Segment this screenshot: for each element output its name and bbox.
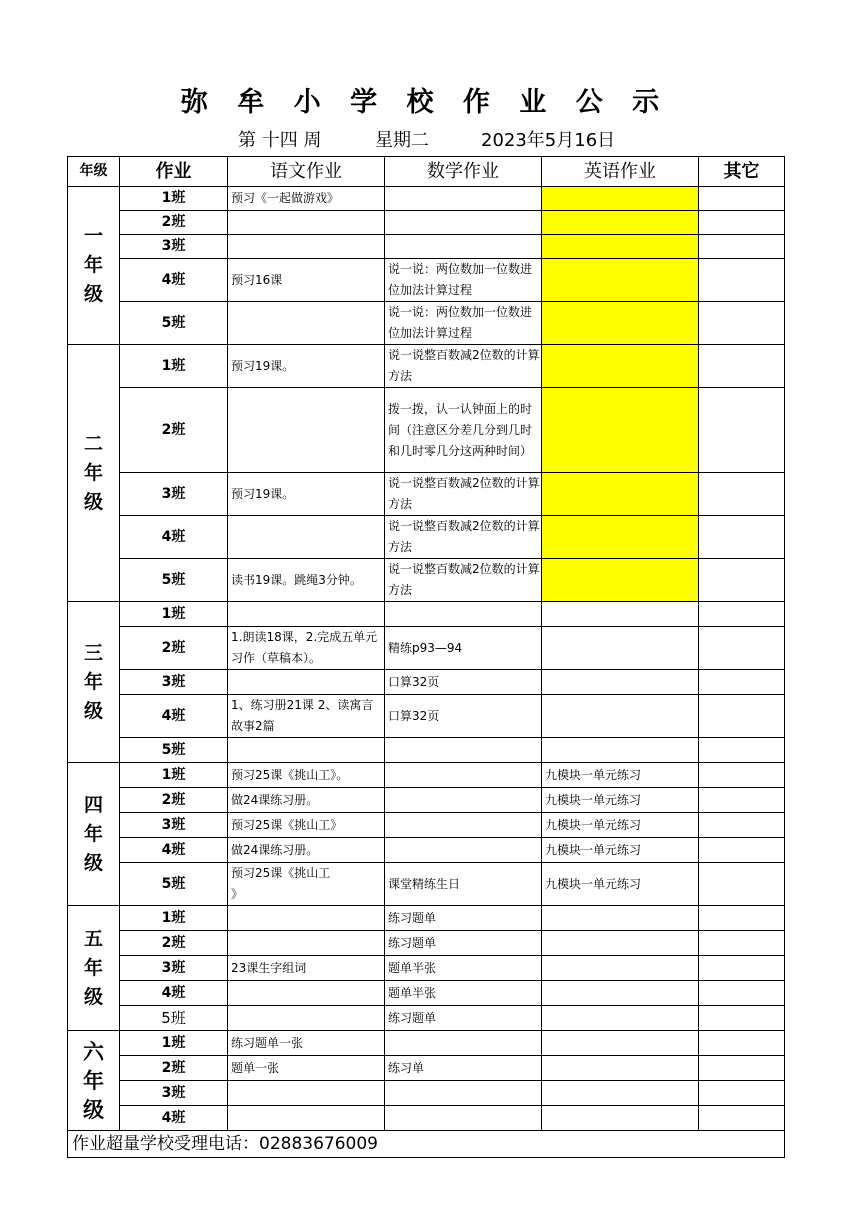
english-homework-cell: [542, 388, 699, 473]
math-homework-cell: [385, 763, 542, 788]
other-homework-cell: [699, 863, 785, 906]
week-label: 第 十四 周: [238, 130, 322, 151]
other-homework-cell: [699, 763, 785, 788]
class-label: 1班: [120, 187, 228, 211]
other-homework-cell: [699, 302, 785, 345]
chinese-homework-cell: 做24课练习册。: [228, 788, 385, 813]
table-row: [68, 1006, 785, 1031]
other-homework-cell: [699, 838, 785, 863]
class-label: 2班: [120, 211, 228, 235]
header-grade: 年级: [68, 157, 120, 187]
english-homework-cell: [542, 981, 699, 1006]
chinese-homework-cell: [228, 931, 385, 956]
other-homework-cell: [699, 388, 785, 473]
other-homework-cell: [699, 1006, 785, 1031]
chinese-homework-cell: [228, 235, 385, 259]
class-label: 2班: [120, 388, 228, 473]
table-row: [68, 838, 785, 863]
chinese-homework-cell: 读书19课。跳绳3分钟。: [228, 559, 385, 602]
table-row: [68, 788, 785, 813]
other-homework-cell: [699, 516, 785, 559]
chinese-homework-cell: 23课生字组词: [228, 956, 385, 981]
english-homework-cell: [542, 1006, 699, 1031]
table-row: [68, 1031, 785, 1056]
english-homework-cell: [542, 516, 699, 559]
math-homework-cell: [385, 1106, 542, 1131]
chinese-homework-cell: [228, 516, 385, 559]
math-homework-cell: 说一说整百数减2位数的计算方法: [385, 559, 542, 602]
table-row: [68, 602, 785, 627]
other-homework-cell: [699, 813, 785, 838]
math-homework-cell: [385, 602, 542, 627]
other-homework-cell: [699, 559, 785, 602]
table-row: [68, 1056, 785, 1081]
other-homework-cell: [699, 931, 785, 956]
class-label: 4班: [120, 259, 228, 302]
grade-label: 二 年 级: [68, 345, 120, 602]
english-homework-cell: [542, 1106, 699, 1131]
other-homework-cell: [699, 906, 785, 931]
homework-table: [67, 156, 785, 1158]
english-homework-cell: 九模块一单元练习: [542, 863, 699, 906]
table-row: [68, 302, 785, 345]
chinese-homework-cell: 题单一张: [228, 1056, 385, 1081]
table-row: [68, 906, 785, 931]
english-homework-cell: [542, 259, 699, 302]
table-row: [68, 473, 785, 516]
other-homework-cell: [699, 1081, 785, 1106]
english-homework-cell: [542, 627, 699, 670]
complaint-phone: 作业超量学校受理电话：02883676009: [68, 1131, 785, 1158]
table-row: [68, 670, 785, 695]
grade-label: 四 年 级: [68, 763, 120, 906]
chinese-homework-cell: 1.朗读18课，2.完成五单元习作（草稿本）。: [228, 627, 385, 670]
chinese-homework-cell: 预习19课。: [228, 473, 385, 516]
header-math: 数学作业: [385, 157, 542, 187]
page-title: 弥 牟 小 学 校 作 业 公 示: [180, 87, 670, 118]
header-homework: 作业: [120, 157, 228, 187]
english-homework-cell: [542, 1081, 699, 1106]
english-homework-cell: [542, 345, 699, 388]
math-homework-cell: [385, 187, 542, 211]
chinese-homework-cell: 预习《一起做游戏》: [228, 187, 385, 211]
header-other: 其它: [699, 157, 785, 187]
class-label: 5班: [120, 863, 228, 906]
chinese-homework-cell: [228, 211, 385, 235]
math-homework-cell: 题单半张: [385, 956, 542, 981]
header-chinese: 语文作业: [228, 157, 385, 187]
english-homework-cell: [542, 187, 699, 211]
table-row: [68, 211, 785, 235]
english-homework-cell: [542, 559, 699, 602]
chinese-homework-cell: 做24课练习册。: [228, 838, 385, 863]
chinese-homework-cell: [228, 388, 385, 473]
english-homework-cell: [542, 670, 699, 695]
chinese-homework-cell: [228, 1006, 385, 1031]
class-label: 4班: [120, 516, 228, 559]
class-label: 1班: [120, 1031, 228, 1056]
chinese-homework-cell: 预习25课《挑山工》。: [228, 763, 385, 788]
class-label: 3班: [120, 1081, 228, 1106]
table-row: [68, 763, 785, 788]
table-row: [68, 259, 785, 302]
other-homework-cell: [699, 738, 785, 763]
math-homework-cell: 练习题单: [385, 931, 542, 956]
chinese-homework-cell: 预习19课。: [228, 345, 385, 388]
other-homework-cell: [699, 211, 785, 235]
english-homework-cell: [542, 302, 699, 345]
class-label: 4班: [120, 838, 228, 863]
math-homework-cell: 说一说：两位数加一位数进位加法计算过程: [385, 259, 542, 302]
class-label: 3班: [120, 235, 228, 259]
other-homework-cell: [699, 788, 785, 813]
math-homework-cell: 说一说整百数减2位数的计算方法: [385, 516, 542, 559]
english-homework-cell: [542, 695, 699, 738]
date-label: 2023年5月16日: [481, 130, 616, 151]
math-homework-cell: 精练p93—94: [385, 627, 542, 670]
chinese-homework-cell: [228, 981, 385, 1006]
english-homework-cell: [542, 1056, 699, 1081]
other-homework-cell: [699, 670, 785, 695]
chinese-homework-cell: [228, 602, 385, 627]
other-homework-cell: [699, 602, 785, 627]
english-homework-cell: 九模块一单元练习: [542, 788, 699, 813]
chinese-homework-cell: 预习25课《挑山工》: [228, 813, 385, 838]
other-homework-cell: [699, 1106, 785, 1131]
math-homework-cell: [385, 788, 542, 813]
math-homework-cell: 说一说整百数减2位数的计算方法: [385, 473, 542, 516]
table-row: [68, 863, 785, 906]
table-row: [68, 516, 785, 559]
table-row: [68, 235, 785, 259]
other-homework-cell: [699, 1056, 785, 1081]
english-homework-cell: [542, 906, 699, 931]
chinese-homework-cell: [228, 670, 385, 695]
class-label: 4班: [120, 1106, 228, 1131]
class-label: 1班: [120, 906, 228, 931]
chinese-homework-cell: 预习25课《挑山工 》: [228, 863, 385, 906]
table-row: [68, 956, 785, 981]
english-homework-cell: [542, 211, 699, 235]
math-homework-cell: 说一说整百数减2位数的计算方法: [385, 345, 542, 388]
chinese-homework-cell: [228, 738, 385, 763]
class-label: 1班: [120, 345, 228, 388]
table-row: [68, 738, 785, 763]
class-label: 5班: [120, 559, 228, 602]
other-homework-cell: [699, 981, 785, 1006]
math-homework-cell: [385, 1031, 542, 1056]
other-homework-cell: [699, 235, 785, 259]
chinese-homework-cell: [228, 302, 385, 345]
math-homework-cell: 练习题单: [385, 906, 542, 931]
math-homework-cell: 课堂精练生日: [385, 863, 542, 906]
table-row: [68, 627, 785, 670]
class-label: 5班: [120, 1006, 228, 1031]
weekday-label: 星期二: [375, 130, 429, 151]
table-row: [68, 187, 785, 211]
chinese-homework-cell: [228, 906, 385, 931]
other-homework-cell: [699, 1031, 785, 1056]
other-homework-cell: [699, 956, 785, 981]
table-row: [68, 981, 785, 1006]
table-row: [68, 1081, 785, 1106]
other-homework-cell: [699, 187, 785, 211]
math-homework-cell: 练习题单: [385, 1006, 542, 1031]
math-homework-cell: [385, 813, 542, 838]
grade-label: 一 年 级: [68, 187, 120, 345]
class-label: 5班: [120, 302, 228, 345]
table-row: [68, 813, 785, 838]
english-homework-cell: [542, 931, 699, 956]
english-homework-cell: 九模块一单元练习: [542, 763, 699, 788]
class-label: 2班: [120, 788, 228, 813]
chinese-homework-cell: 练习题单一张: [228, 1031, 385, 1056]
class-label: 3班: [120, 813, 228, 838]
math-homework-cell: 题单半张: [385, 981, 542, 1006]
math-homework-cell: 口算32页: [385, 695, 542, 738]
grade-label: 六 年 级: [68, 1031, 120, 1131]
english-homework-cell: [542, 956, 699, 981]
table-row: [68, 931, 785, 956]
math-homework-cell: 练习单: [385, 1056, 542, 1081]
math-homework-cell: [385, 738, 542, 763]
class-label: 2班: [120, 627, 228, 670]
table-row: [68, 1106, 785, 1131]
english-homework-cell: [542, 473, 699, 516]
class-label: 1班: [120, 602, 228, 627]
other-homework-cell: [699, 627, 785, 670]
table-row: [68, 388, 785, 473]
english-homework-cell: [542, 738, 699, 763]
chinese-homework-cell: 1、练习册21课 2、读寓言故事2篇: [228, 695, 385, 738]
other-homework-cell: [699, 695, 785, 738]
class-label: 4班: [120, 695, 228, 738]
math-homework-cell: [385, 838, 542, 863]
class-label: 3班: [120, 473, 228, 516]
chinese-homework-cell: [228, 1106, 385, 1131]
other-homework-cell: [699, 473, 785, 516]
english-homework-cell: [542, 235, 699, 259]
class-label: 3班: [120, 670, 228, 695]
class-label: 2班: [120, 1056, 228, 1081]
other-homework-cell: [699, 345, 785, 388]
math-homework-cell: 说一说：两位数加一位数进位加法计算过程: [385, 302, 542, 345]
chinese-homework-cell: [228, 1081, 385, 1106]
math-homework-cell: 口算32页: [385, 670, 542, 695]
english-homework-cell: [542, 602, 699, 627]
english-homework-cell: 九模块一单元练习: [542, 838, 699, 863]
math-homework-cell: 拨一拨，认一认钟面上的时间（注意区分差几分到几时和几时零几分这两种时间）: [385, 388, 542, 473]
english-homework-cell: 九模块一单元练习: [542, 813, 699, 838]
table-row: [68, 559, 785, 602]
chinese-homework-cell: 预习16课: [228, 259, 385, 302]
class-label: 5班: [120, 738, 228, 763]
english-homework-cell: [542, 1031, 699, 1056]
grade-label: 五 年 级: [68, 906, 120, 1031]
table-row: [68, 345, 785, 388]
class-label: 4班: [120, 981, 228, 1006]
grade-label: 三 年 级: [68, 602, 120, 763]
class-label: 3班: [120, 956, 228, 981]
math-homework-cell: [385, 211, 542, 235]
class-label: 2班: [120, 931, 228, 956]
math-homework-cell: [385, 1081, 542, 1106]
footer-row: [68, 1131, 785, 1158]
table-row: [68, 695, 785, 738]
header-english: 英语作业: [542, 157, 699, 187]
header-row: [68, 157, 785, 187]
math-homework-cell: [385, 235, 542, 259]
other-homework-cell: [699, 259, 785, 302]
class-label: 1班: [120, 763, 228, 788]
